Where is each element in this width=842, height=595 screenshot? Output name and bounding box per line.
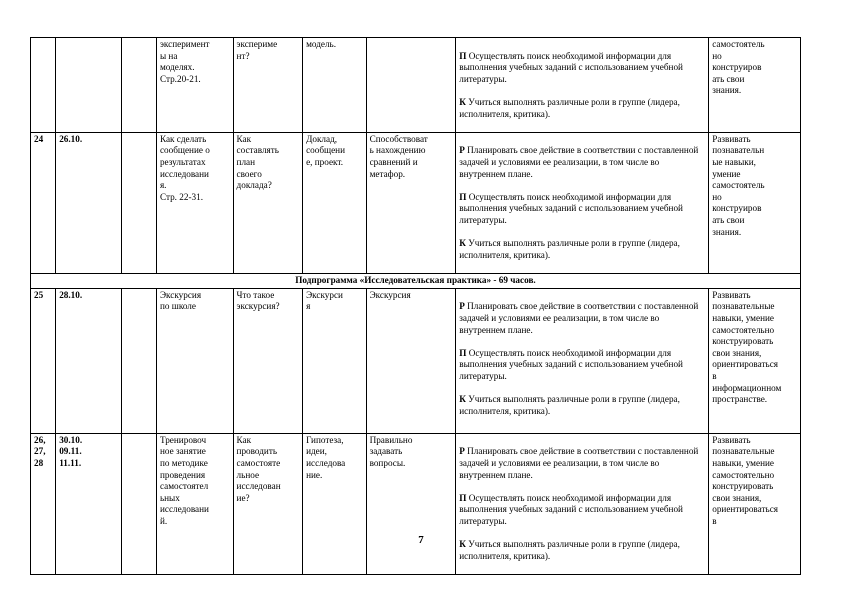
learning-actions xyxy=(456,38,709,133)
lesson-form: Экскурси я xyxy=(303,288,366,433)
uud-item: П Осуществлять поиск необходимой информации для выполнения учебных заданий с использованием учебной литературы. xyxy=(459,50,683,84)
lesson-number xyxy=(31,38,56,133)
lesson-number: 26, 27, 28 xyxy=(31,433,56,574)
expected-result: Развивать познавательные навыки, умение самостоятельно конструировать свои знания, ориентироваться в информационном пространстве. xyxy=(709,288,801,433)
empty-cell xyxy=(121,132,156,273)
expected-result: Развивать познавательные навыки, умение самостоятельно конструировать свои знания, ориентироваться в xyxy=(709,433,801,574)
lesson-question: Что такое экскурсия? xyxy=(233,288,303,433)
lesson-goal: Способствоват ь нахождению сравнений и метафор. xyxy=(366,132,456,273)
uud-item: П Осуществлять поиск необходимой информации для выполнения учебных заданий с использованием учебной литературы. xyxy=(459,347,683,382)
lesson-date: 26.10. xyxy=(56,132,122,273)
lesson-date xyxy=(56,38,122,133)
empty-cell xyxy=(121,433,156,574)
lesson-plan-table xyxy=(30,37,801,575)
lesson-question: Как составлять план своего доклада? xyxy=(233,132,303,273)
subprogram-heading-row xyxy=(31,273,801,288)
lesson-topic: Тренировоч ное занятие по методике проведения самостоятел ьных исследовани й. xyxy=(156,433,233,574)
lesson-goal: Правильно задавать вопросы. xyxy=(366,433,456,574)
lesson-topic: эксперимент ы на моделях. Стр.20-21. xyxy=(156,38,233,133)
lesson-question: эксперимe нт? xyxy=(233,38,303,133)
uud-item: К Учиться выполнять различные роли в группе (лидера, исполнителя, критика). xyxy=(459,96,680,119)
table-row xyxy=(31,132,801,273)
learning-actions xyxy=(456,132,709,273)
subprogram-heading: Подпрограмма «Исследовательская практика» - 69 часов. xyxy=(31,273,801,288)
uud-item: П Осуществлять поиск необходимой информации для выполнения учебных заданий с использованием учебной литературы. xyxy=(459,191,683,225)
lesson-goal xyxy=(366,38,456,133)
lesson-goal: Экскурсия xyxy=(366,288,456,433)
table-row xyxy=(31,38,801,133)
uud-item: К Учиться выполнять различные роли в группе (лидера, исполнителя, критика). xyxy=(459,394,680,416)
lesson-number: 25 xyxy=(31,288,56,433)
learning-actions xyxy=(456,288,709,433)
empty-cell xyxy=(121,38,156,133)
lesson-form: Гипотеза, идеи, исследова ние. xyxy=(303,433,366,574)
lesson-date: 28.10. xyxy=(56,288,122,433)
lesson-date: 30.10. 09.11. 11.11. xyxy=(56,433,122,574)
lesson-question: Как проводить самостояте льное исследован ие? xyxy=(233,433,303,574)
expected-result: самостоятель но конструиров ать свои знания. xyxy=(709,38,801,133)
uud-item: Р Планировать свое действие в соответствии с поставленной задачей и условиями ее реализации, в том числе во внутреннем плане. xyxy=(459,301,699,335)
lesson-form: Доклад, сообщени е, проект. xyxy=(303,132,366,273)
lesson-number: 24 xyxy=(31,132,56,273)
lesson-topic: Как сделать сообщение о результатах исследовани я. Стр. 22-31. xyxy=(156,132,233,273)
table-row xyxy=(31,433,801,574)
table-row xyxy=(31,288,801,433)
learning-actions xyxy=(456,433,709,574)
page-number: 7 xyxy=(418,534,424,546)
uud-item: Р Планировать свое действие в соответствии с поставленной задачей и условиями ее реализации, в том числе во внутреннем плане. xyxy=(459,145,699,179)
uud-item: Р Планировать свое действие в соответствии с поставленной задачей и условиями ее реализации, в том числе во внутреннем плане. xyxy=(459,446,699,480)
uud-item: К Учиться выполнять различные роли в группе (лидера, исполнителя, критика). xyxy=(459,539,680,561)
lesson-topic: Экскурсия по школе xyxy=(156,288,233,433)
uud-item: К Учиться выполнять различные роли в группе (лидера, исполнителя, критика). xyxy=(459,238,680,260)
expected-result: Развивать познавательн ые навыки, умение самостоятель но конструиров ать свои знания. xyxy=(709,132,801,273)
uud-item: П Осуществлять поиск необходимой информации для выполнения учебных заданий с использованием учебной литературы. xyxy=(459,492,683,527)
empty-cell xyxy=(121,288,156,433)
lesson-form: модель. xyxy=(303,38,366,133)
